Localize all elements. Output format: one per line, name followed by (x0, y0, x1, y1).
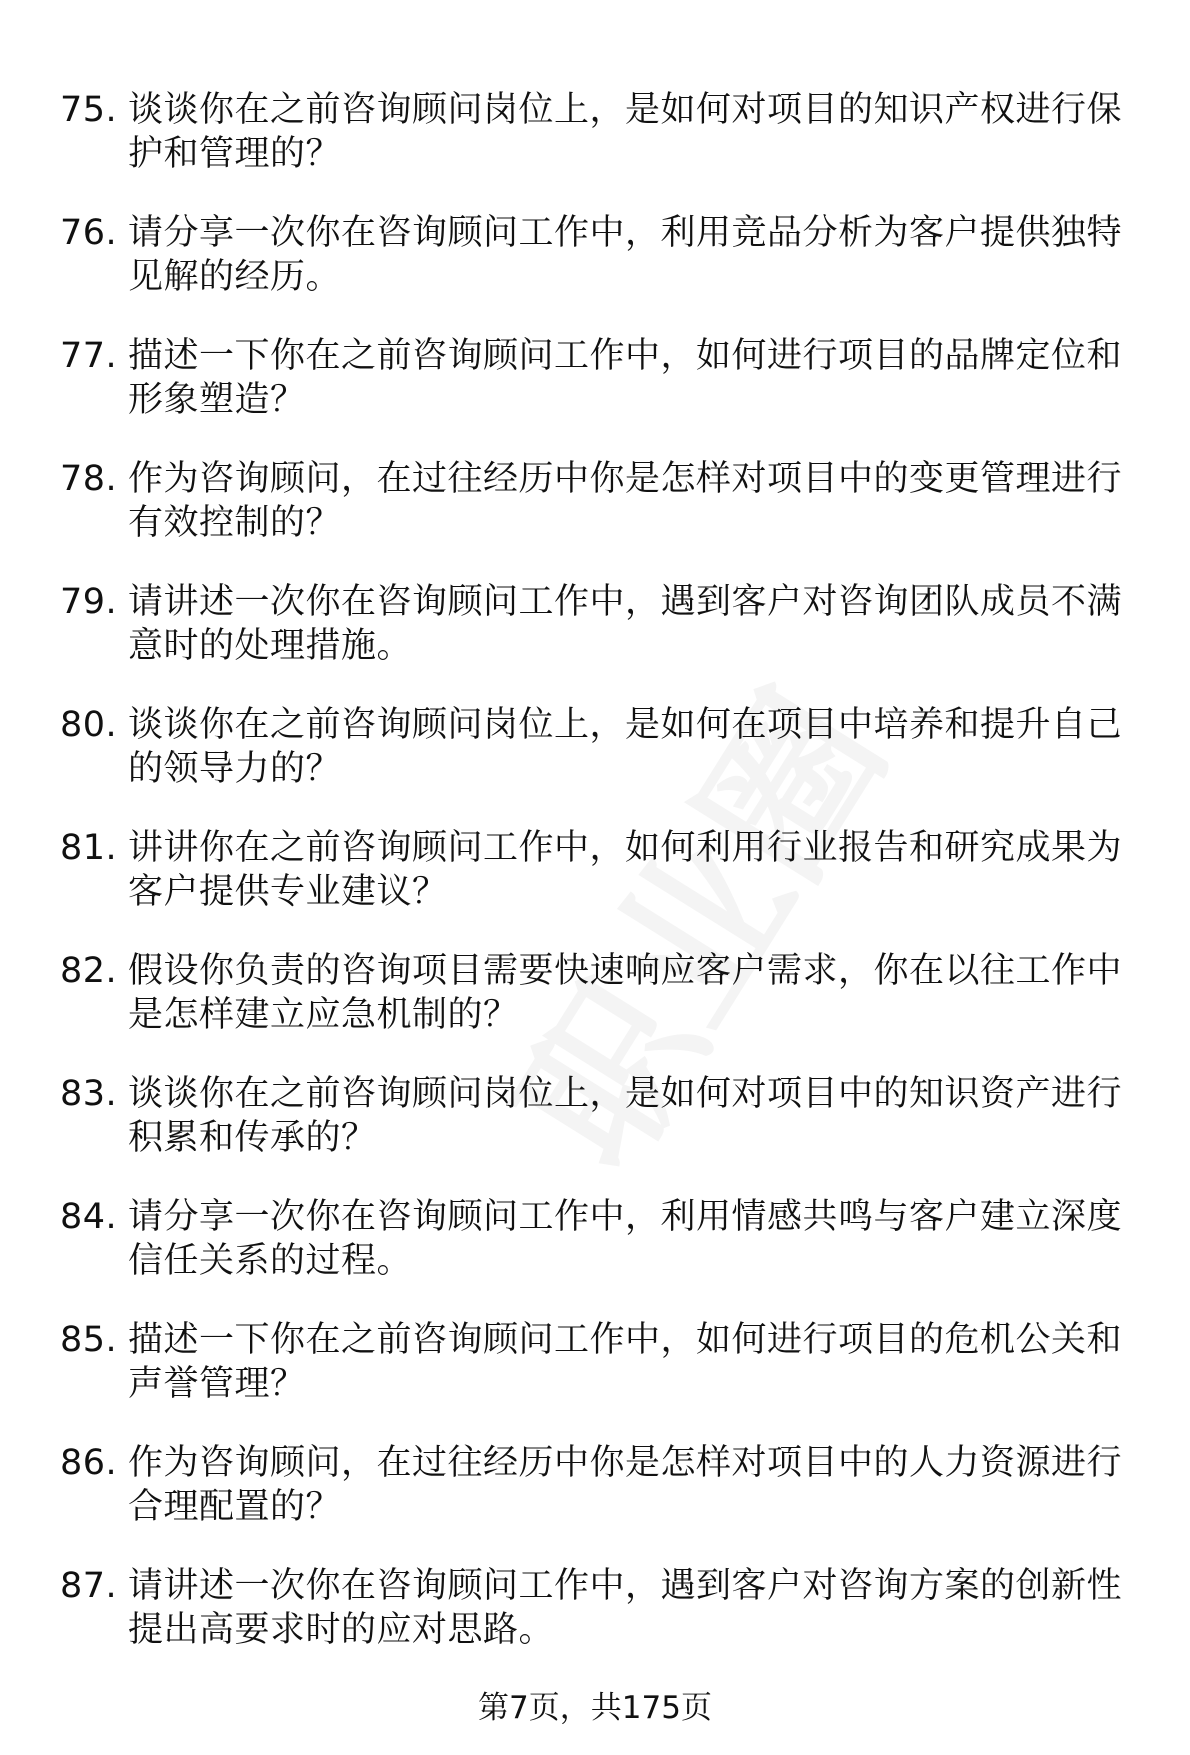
question-number: 81. (60, 828, 118, 868)
question-text: 作为咨询顾问，在过往经历中你是怎样对项目中的变更管理进行有效控制的？ (128, 459, 1123, 543)
question-number: 87. (60, 1566, 118, 1606)
question-text: 谈谈你在之前咨询顾问岗位上，是如何对项目中的知识资产进行积累和传承的？ (128, 1074, 1123, 1158)
question-item-82 (60, 949, 1140, 1037)
question-item-80 (60, 703, 1140, 791)
question-item-76 (60, 211, 1140, 299)
question-item-85 (60, 1318, 1140, 1406)
question-number: 75. (60, 90, 118, 130)
question-number: 80. (60, 705, 118, 745)
question-number: 86. (60, 1443, 118, 1483)
question-text: 作为咨询顾问，在过往经历中你是怎样对项目中的人力资源进行合理配置的？ (128, 1443, 1123, 1527)
question-number: 83. (60, 1074, 118, 1114)
question-number: 79. (60, 582, 118, 622)
question-item-77 (60, 334, 1140, 422)
question-item-81 (60, 826, 1140, 914)
question-text: 请讲述一次你在咨询顾问工作中，遇到客户对咨询团队成员不满意时的处理措施。 (128, 582, 1123, 666)
question-item-83 (60, 1072, 1140, 1160)
question-text: 假设你负责的咨询项目需要快速响应客户需求，你在以往工作中是怎样建立应急机制的？ (128, 951, 1123, 1035)
question-item-86 (60, 1441, 1140, 1529)
question-number: 84. (60, 1197, 118, 1237)
question-number: 82. (60, 951, 118, 991)
question-item-87 (60, 1564, 1140, 1652)
question-text: 描述一下你在之前咨询顾问工作中，如何进行项目的危机公关和声誉管理？ (128, 1320, 1123, 1404)
question-text: 描述一下你在之前咨询顾问工作中，如何进行项目的品牌定位和形象塑造？ (128, 336, 1123, 420)
question-number: 76. (60, 213, 118, 253)
question-text: 请分享一次你在咨询顾问工作中，利用情感共鸣与客户建立深度信任关系的过程。 (128, 1197, 1123, 1281)
question-number: 85. (60, 1320, 118, 1360)
question-text: 谈谈你在之前咨询顾问岗位上，是如何在项目中培养和提升自己的领导力的？ (128, 705, 1123, 789)
question-text: 请讲述一次你在咨询顾问工作中，遇到客户对咨询方案的创新性提出高要求时的应对思路。 (128, 1566, 1123, 1650)
page-number-footer: 第7页，共175页 (478, 1690, 712, 1726)
question-text: 请分享一次你在咨询顾问工作中，利用竞品分析为客户提供独特见解的经历。 (128, 213, 1123, 297)
question-item-78 (60, 457, 1140, 545)
question-item-79 (60, 580, 1140, 668)
question-text: 讲讲你在之前咨询顾问工作中，如何利用行业报告和研究成果为客户提供专业建议？ (128, 828, 1123, 912)
question-text: 谈谈你在之前咨询顾问岗位上，是如何对项目的知识产权进行保护和管理的？ (128, 90, 1123, 174)
question-list (60, 88, 1140, 1687)
question-number: 78. (60, 459, 118, 499)
question-item-84 (60, 1195, 1140, 1283)
question-item-75 (60, 88, 1140, 176)
question-number: 77. (60, 336, 118, 376)
